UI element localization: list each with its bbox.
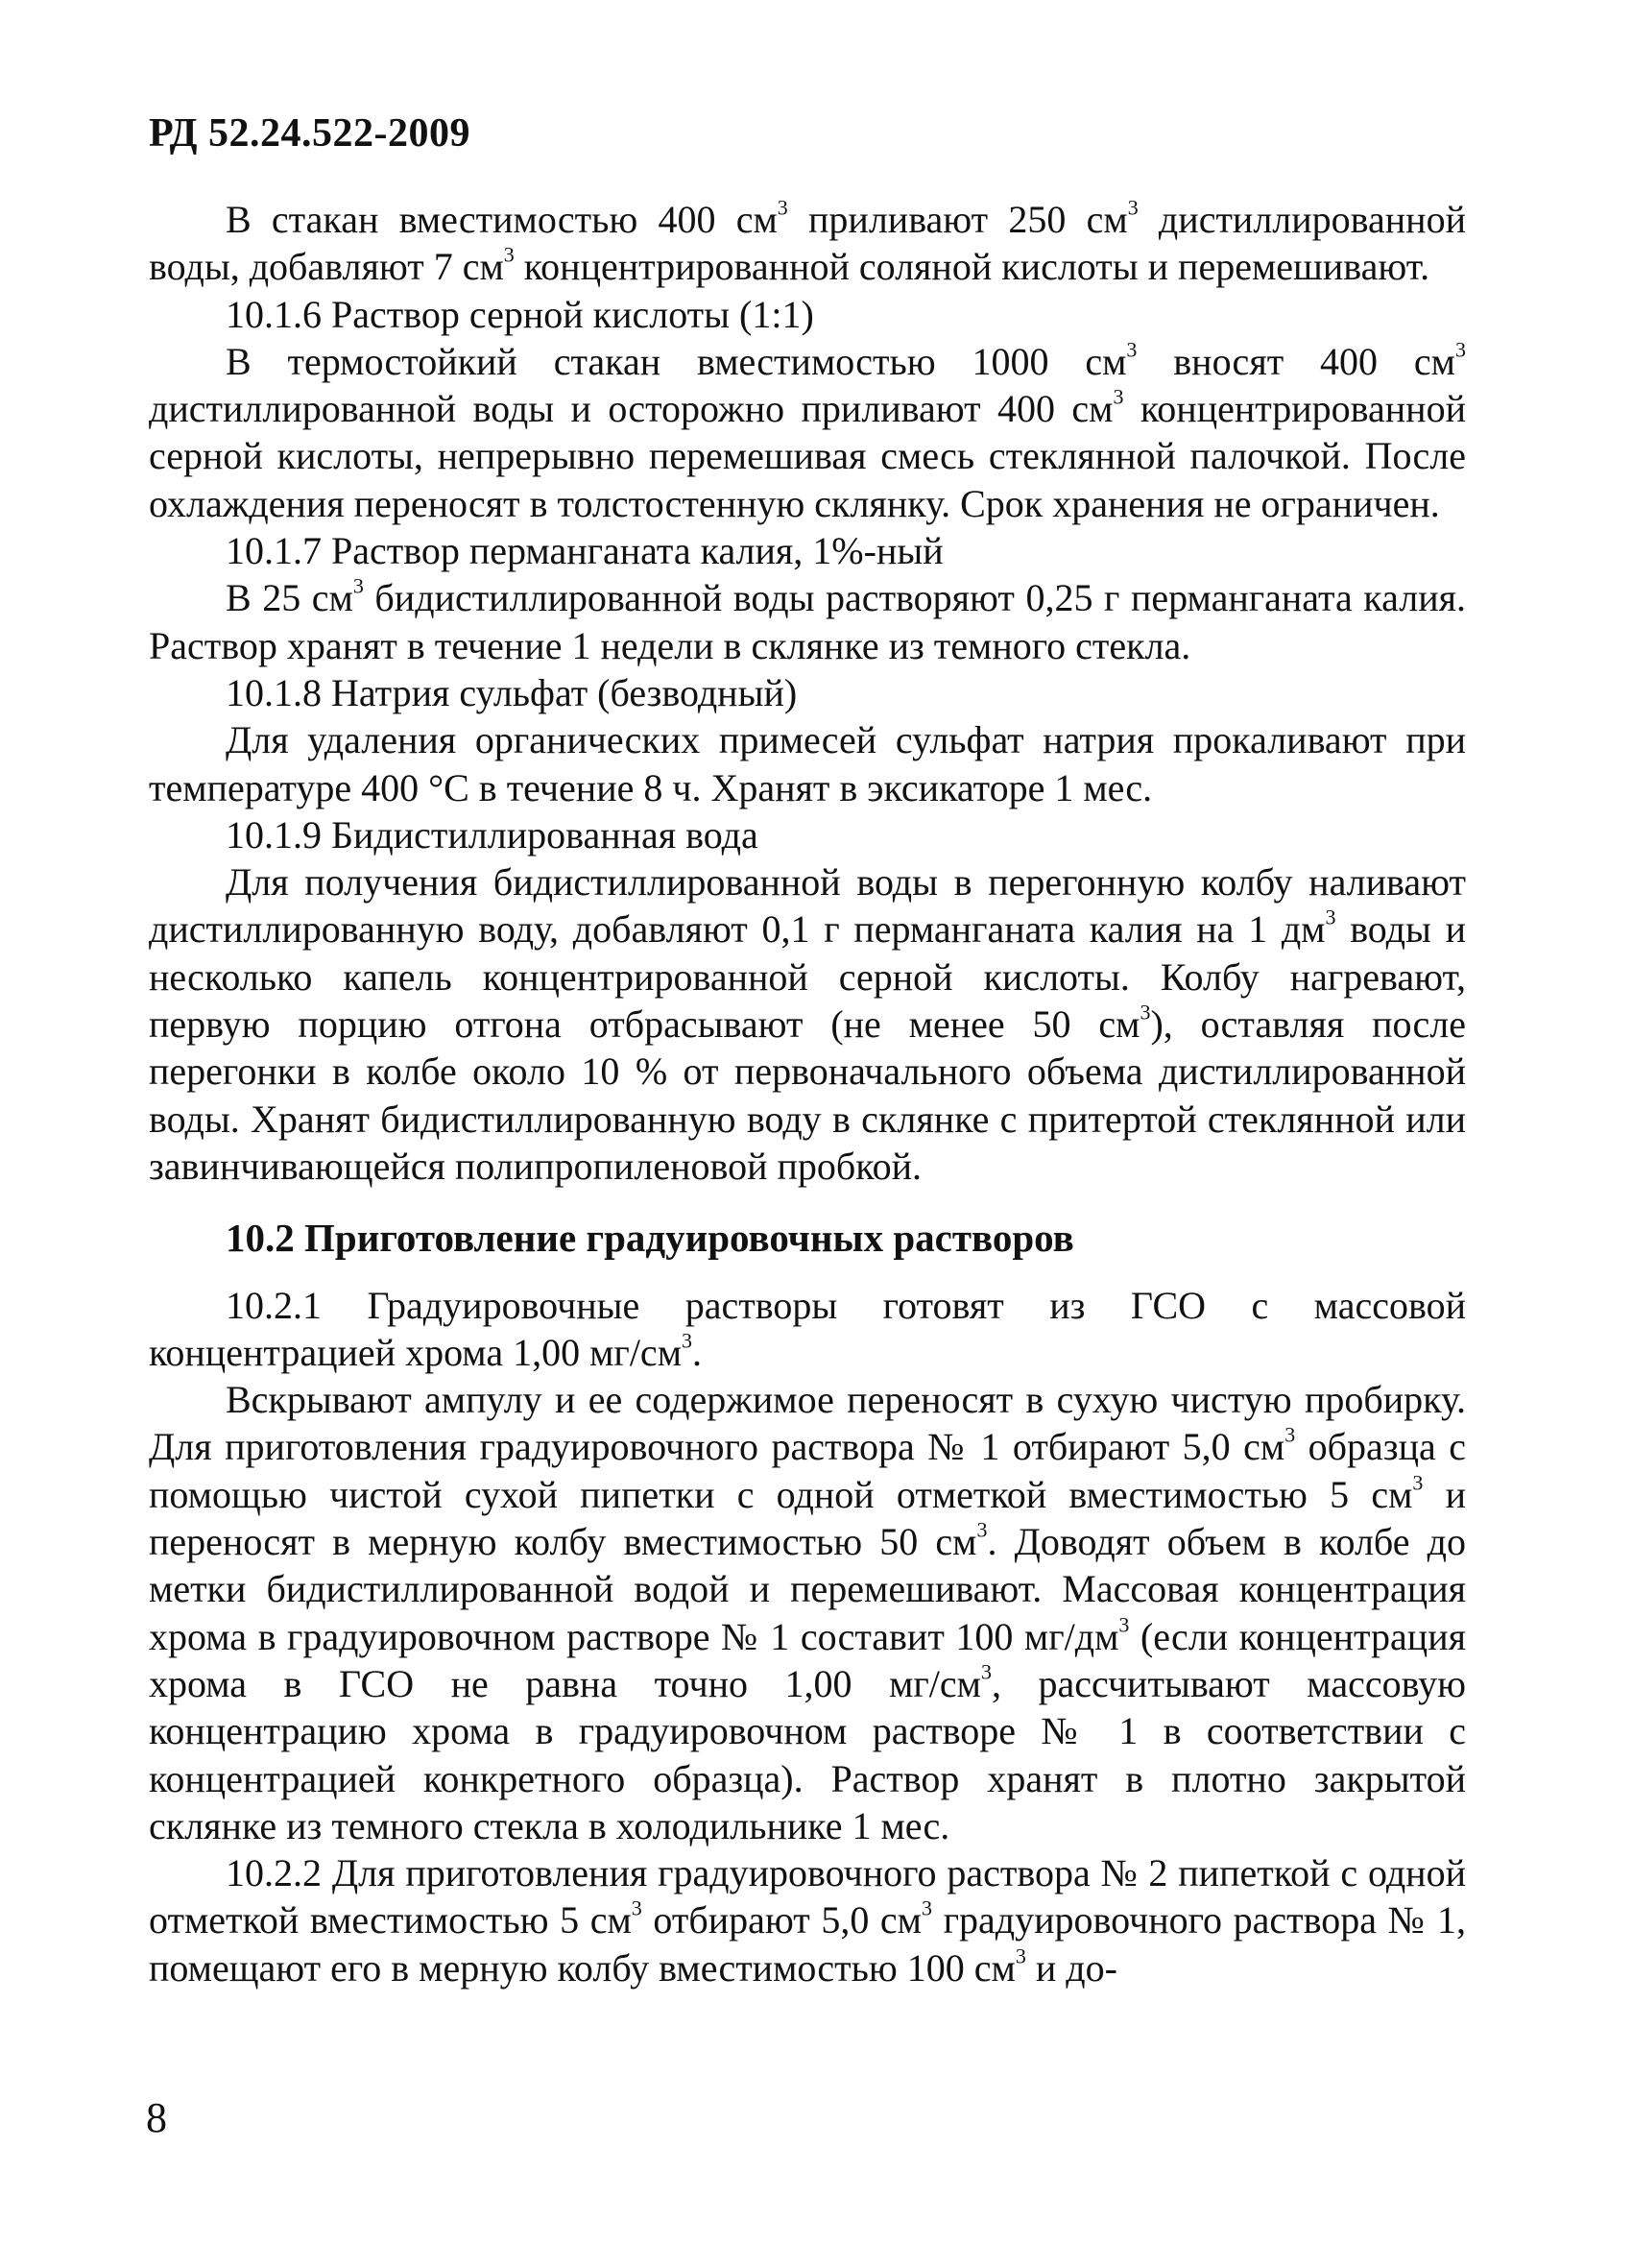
page-number: 8 bbox=[146, 2094, 167, 2141]
paragraph: Вскрывают ампулу и ее содержимое переносят в сухую чистую пробирку. Для приготовления градуировочного раствора № 1 отбирают 5,0 $см^3$ образца с помощью чистой сухой пипетки с одной отметкой вместимостью 5 $см^3$ и переносят в мерную колбу вместимостью 50 $см^3$. Доводят объем в колбе до метки бидистиллированной водой и перемешивают. Массовая концентрация хрома в градуировочном растворе № 1 составит 100 $мг/дм^3$ (если концентрация хрома в ГСО не равна точно 1,00 $мг/см^3$, рассчитывают массовую концентрацию хрома в градуировочном растворе № 1 в соответствии с концентрацией конкретного образца). Раствор хранят в плотно закрытой склянке из темного стекла в холодильнике 1 мес. bbox=[149, 1378, 1467, 1847]
paragraph: Для удаления органических примесей сульфат натрия прокаливают при температуре 400 °С в течение 8 ч. Хранят в эксикаторе 1 мес. bbox=[149, 718, 1466, 809]
subsection-title: 10.1.7 Раствор перманганата калия, 1%-ный bbox=[226, 529, 944, 573]
paragraph: В 25 $см^3$ бидистиллированной воды растворяют 0,25 г перманганата калия. Раствор хранят в течение 1 недели в склянке из темного стекла. bbox=[149, 573, 1466, 667]
document-code-header: РД 52.24.522-2009 bbox=[149, 111, 471, 156]
body-text bbox=[149, 196, 1466, 1991]
section-heading: 10.2 Приготовление градуировочных растворов bbox=[226, 1216, 1074, 1261]
subsection-title: 10.1.8 Натрия сульфат (безводный) bbox=[226, 670, 798, 714]
paragraph: 10.2.1 Градуировочные растворы готовят из ГСО с массовой концентрацией хрома 1,00 $мг/см^3$. bbox=[149, 1283, 1466, 1374]
paragraph: 10.2.2 Для приготовления градуировочного раствора № 2 пипеткой с одной отметкой вместимостью 5 $см^3$ отбирают 5,0 $см^3$ градуировочного раствора № 1, помещают его в мерную колбу вместимостью 100 $см^3$ и до- bbox=[149, 1851, 1467, 1990]
paragraph: В термостойкий стакан вместимостью 1000 $см^3$ вносят 400 $см^3$ дистиллированной воды и осторожно приливают 400 $см^3$ концентрированной серной кислоты, непрерывно перемешивая смесь стеклянной палочкой. После охлаждения переносят в толстостенную склянку. Срок хранения не ограничен. bbox=[149, 337, 1466, 525]
paragraph: В стакан вместимостью 400 $см^3$ приливают 250 $см^3$ дистиллированной воды, добавляют 7 $см^3$ концентрированной соляной кислоты и перемешивают. bbox=[149, 195, 1466, 289]
subsection-title: 10.1.6 Раствор серной кислоты (1:1) bbox=[226, 292, 814, 336]
paragraph: Для получения бидистиллированной воды в перегонную колбу наливают дистиллированную воду, добавляют 0,1 г перманганата калия на 1 $дм^3$ воды и несколько капель концентрированной серной кислоты. Колбу нагревают, первую порцию отгона отбрасывают (не менее 50 $см^3$), оставляя после перегонки в колбе около 10 % от первоначального объема дистиллированной воды. Хранят бидистиллированную воду в склянке с притертой стеклянной или завинчивающейся полипропиленовой пробкой. bbox=[149, 860, 1467, 1188]
subsection-title: 10.1.9 Бидистиллированная вода bbox=[226, 812, 758, 857]
